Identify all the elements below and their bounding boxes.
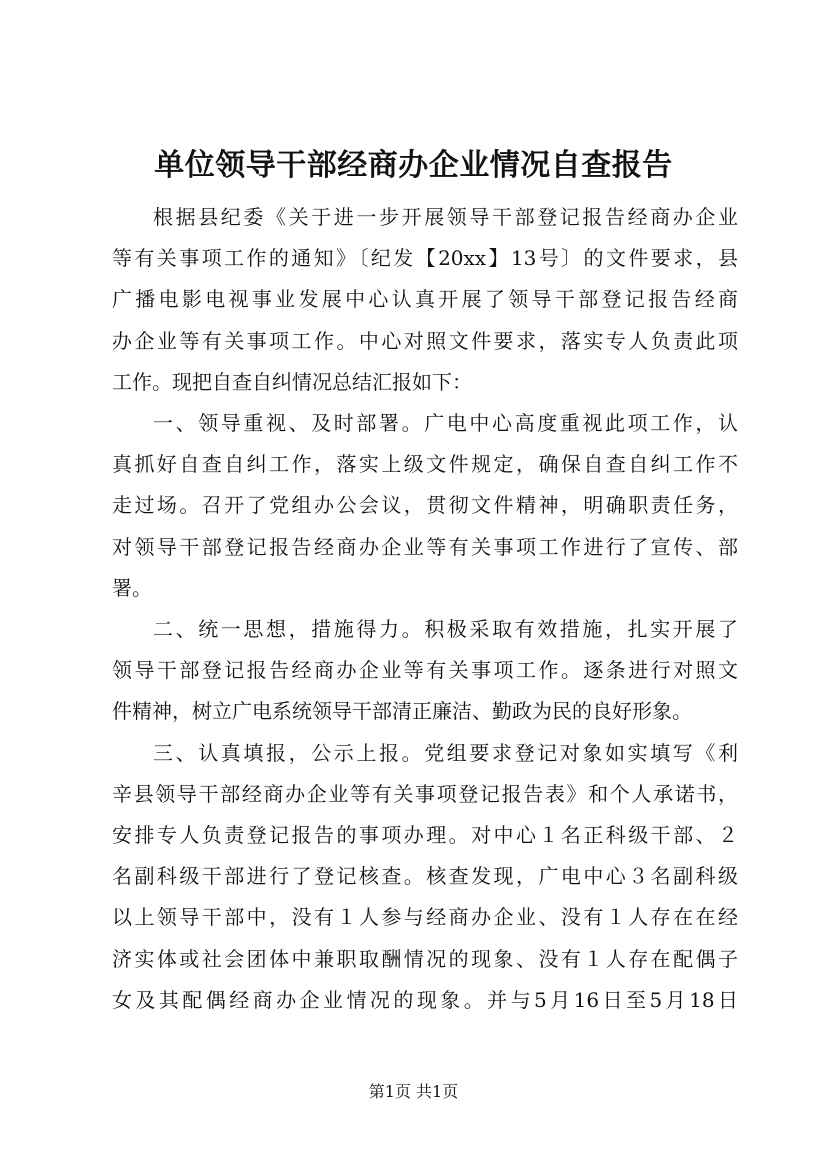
text-line: 办企业等有关事项工作。中心对照文件要求，落实专人负责此项 (112, 328, 738, 353)
paragraph (112, 197, 738, 403)
text-line: 一、领导重视、及时部署。广电中心高度重视此项工作，认 (153, 411, 738, 436)
text-line: 领导干部登记报告经商办企业等有关事项工作。逐条进行对照文 (112, 658, 738, 683)
text-line: 件精神，树立广电系统领导干部清正廉洁、勤政为民的良好形象。 (112, 699, 692, 724)
paragraph (112, 609, 738, 733)
text-line: 安排专人负责登记报告的事项办理。对中心１名正科级干部、２ (112, 823, 738, 848)
paragraph (112, 403, 738, 609)
document-body (112, 197, 738, 1021)
text-line: 等有关事项工作的通知》〔纪发【20xx】13号〕的文件要求，县 (112, 246, 738, 271)
text-line: 真抓好自查自纠工作，落实上级文件规定，确保自查自纠工作不 (112, 452, 738, 477)
text-line: 二、统一思想，措施得力。积极采取有效措施，扎实开展了 (153, 617, 738, 642)
text-line: 根据县纪委《关于进一步开展领导干部登记报告经商办企业 (153, 205, 738, 229)
text-line: 济实体或社会团体中兼职取酬情况的现象、没有１人存在配偶子 (112, 946, 738, 971)
text-line: 女及其配偶经商办企业情况的现象。并与5月16日至5月18日 (112, 987, 738, 1012)
document-title: 单位领导干部经商办企业情况自查报告 (154, 148, 673, 183)
paragraph (112, 733, 738, 1021)
text-line: 名副科级干部进行了登记核查。核查发现，广电中心３名副科级 (112, 864, 738, 889)
text-line: 署。 (112, 575, 152, 600)
text-line: 走过场。召开了党组办公会议，贯彻文件精神，明确职责任务， (112, 493, 738, 518)
text-line: 辛县领导干部经商办企业等有关事项登记报告表》和个人承诺书， (112, 781, 738, 806)
text-line: 工作。现把自查自纠情况总结汇报如下： (112, 369, 472, 394)
text-line: 以上领导干部中，没有１人参与经商办企业、没有１人存在在经 (112, 905, 738, 930)
text-line: 对领导干部登记报告经商办企业等有关事项工作进行了宣传、部 (112, 534, 738, 559)
page-footer: 第1页 共1页 (368, 1082, 459, 1101)
text-line: 三、认真填报，公示上报。党组要求登记对象如实填写《利 (153, 740, 738, 765)
text-line: 广播电影电视事业发展中心认真开展了领导干部登记报告经商 (112, 287, 738, 312)
